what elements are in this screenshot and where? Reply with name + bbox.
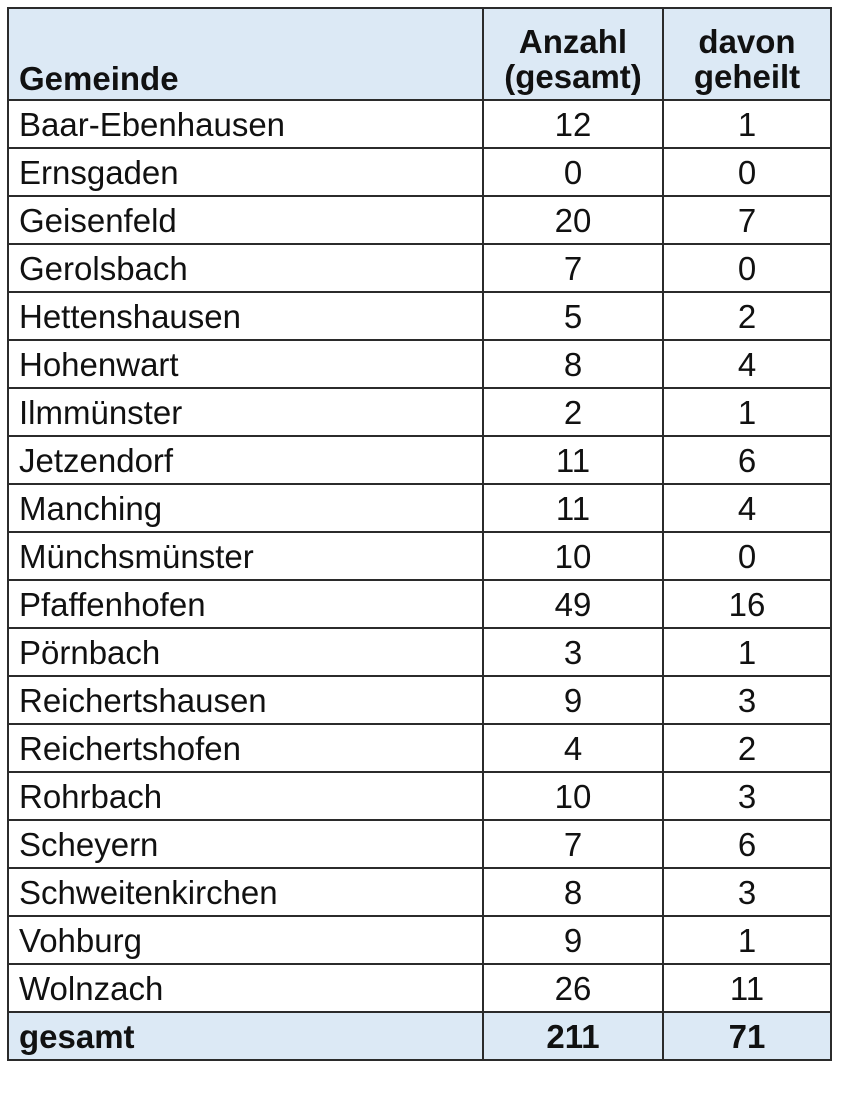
cell-davon-geheilt: 11 [663,964,831,1012]
cell-davon-geheilt: 1 [663,100,831,148]
cell-gemeinde: Ernsgaden [8,148,483,196]
cell-davon-geheilt: 7 [663,196,831,244]
table-row [8,436,831,484]
table-row [8,916,831,964]
cell-davon-geheilt: 1 [663,388,831,436]
cell-davon-geheilt: 16 [663,580,831,628]
cell-davon-geheilt: 2 [663,292,831,340]
cell-gemeinde: Scheyern [8,820,483,868]
cell-anzahl-gesamt: 12 [483,100,663,148]
cell-gemeinde: Baar-Ebenhausen [8,100,483,148]
cell-anzahl-gesamt: 10 [483,772,663,820]
total-row [8,1012,831,1060]
cell-davon-geheilt: 3 [663,868,831,916]
table-row [8,580,831,628]
cell-anzahl-gesamt: 5 [483,292,663,340]
cell-davon-geheilt: 6 [663,436,831,484]
cell-anzahl-gesamt: 10 [483,532,663,580]
cell-davon-geheilt: 0 [663,532,831,580]
cases-by-municipality-table [7,7,832,1061]
cell-davon-geheilt: 1 [663,628,831,676]
table-row [8,964,831,1012]
header-geheilt-line1: davon [698,22,796,60]
cell-anzahl-gesamt: 11 [483,436,663,484]
cell-anzahl-gesamt: 11 [483,484,663,532]
cell-gemeinde: Reichertshofen [8,724,483,772]
total-geheilt: 71 [663,1012,831,1060]
cell-anzahl-gesamt: 8 [483,340,663,388]
table-row [8,868,831,916]
cell-anzahl-gesamt: 0 [483,148,663,196]
cell-davon-geheilt: 6 [663,820,831,868]
header-geheilt-line2: geheilt [693,58,801,96]
cell-anzahl-gesamt: 20 [483,196,663,244]
cell-davon-geheilt: 4 [663,340,831,388]
header-davon-geheilt [663,8,831,100]
cell-davon-geheilt: 0 [663,148,831,196]
cell-anzahl-gesamt: 7 [483,820,663,868]
cell-anzahl-gesamt: 49 [483,580,663,628]
cell-anzahl-gesamt: 9 [483,676,663,724]
table-row [8,388,831,436]
total-label: gesamt [8,1012,483,1060]
table-header [8,8,831,100]
header-anzahl-line2: (gesamt) [504,58,642,96]
table-row [8,292,831,340]
table-row [8,100,831,148]
cell-gemeinde: Gerolsbach [8,244,483,292]
table-row [8,724,831,772]
header-gemeinde: Gemeinde [8,8,483,100]
table-row [8,532,831,580]
total-anzahl: 211 [483,1012,663,1060]
cell-gemeinde: Manching [8,484,483,532]
table-row [8,244,831,292]
table-row [8,340,831,388]
table-row [8,196,831,244]
cell-gemeinde: Ilmmünster [8,388,483,436]
cell-gemeinde: Vohburg [8,916,483,964]
table-row [8,484,831,532]
cell-gemeinde: Hettenshausen [8,292,483,340]
table-row [8,676,831,724]
cell-davon-geheilt: 4 [663,484,831,532]
cell-gemeinde: Münchsmünster [8,532,483,580]
cell-anzahl-gesamt: 3 [483,628,663,676]
table-row [8,148,831,196]
table-row [8,628,831,676]
cell-gemeinde: Jetzendorf [8,436,483,484]
cell-davon-geheilt: 1 [663,916,831,964]
cell-anzahl-gesamt: 9 [483,916,663,964]
cell-gemeinde: Pörnbach [8,628,483,676]
table-row [8,772,831,820]
table-footer [8,1012,831,1060]
cell-gemeinde: Schweitenkirchen [8,868,483,916]
cell-davon-geheilt: 0 [663,244,831,292]
cell-anzahl-gesamt: 7 [483,244,663,292]
table-row [8,820,831,868]
header-anzahl-gesamt [483,8,663,100]
cell-gemeinde: Reichertshausen [8,676,483,724]
cell-davon-geheilt: 3 [663,772,831,820]
cell-gemeinde: Hohenwart [8,340,483,388]
cell-davon-geheilt: 2 [663,724,831,772]
cell-davon-geheilt: 3 [663,676,831,724]
cell-anzahl-gesamt: 26 [483,964,663,1012]
cell-gemeinde: Rohrbach [8,772,483,820]
cell-gemeinde: Pfaffenhofen [8,580,483,628]
table-body [8,100,831,1012]
cell-gemeinde: Geisenfeld [8,196,483,244]
cell-anzahl-gesamt: 4 [483,724,663,772]
cell-anzahl-gesamt: 8 [483,868,663,916]
header-anzahl-line1: Anzahl [518,22,628,60]
cell-anzahl-gesamt: 2 [483,388,663,436]
cell-gemeinde: Wolnzach [8,964,483,1012]
